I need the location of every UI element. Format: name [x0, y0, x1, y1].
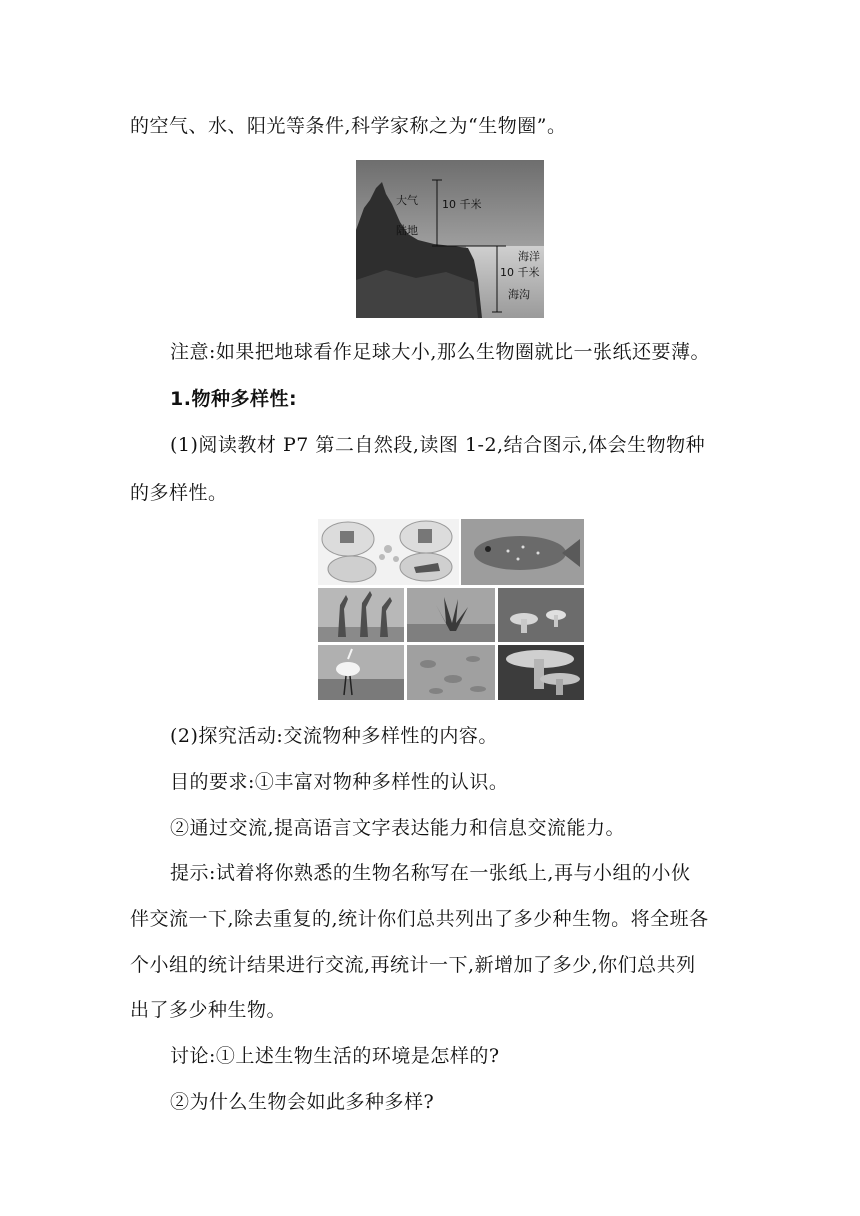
mushrooms-forest-photo	[498, 588, 584, 642]
paragraph-line: 出了多少种生物。	[130, 999, 287, 1021]
paragraph-line: 目的要求:①丰富对物种多样性的认识。	[170, 771, 509, 793]
note-line: 注意:如果把地球看作足球大小,那么生物圈就比一张纸还要薄。	[170, 341, 710, 363]
paragraph-line: (2)探究活动:交流物种多样性的内容。	[170, 725, 498, 747]
label-height: 10 千米	[442, 198, 482, 211]
section-heading: 1.物种多样性:	[170, 388, 298, 410]
species-collage	[318, 519, 584, 700]
paragraph-line: (1)阅读教材 P7 第二自然段,读图 1-2,结合图示,体会生物物种	[170, 434, 706, 456]
cartoon-thought-bubbles-photo	[318, 519, 459, 585]
paragraph-line: ②为什么生物会如此多种多样?	[170, 1091, 435, 1113]
label-atmosphere: 大气	[396, 194, 418, 207]
biosphere-diagram	[356, 160, 544, 318]
large-mushrooms-photo	[498, 645, 584, 700]
biosphere-diagram-svg	[356, 160, 544, 318]
paragraph-line: 提示:试着将你熟悉的生物名称写在一张纸上,再与小组的小伙	[170, 862, 691, 884]
fish-photo	[461, 519, 584, 585]
desert-plant-photo	[407, 588, 495, 642]
label-depth: 10 千米	[500, 266, 540, 279]
paragraph-line: 讨论:①上述生物生活的环境是怎样的?	[170, 1045, 500, 1067]
crane-bird-photo	[318, 645, 404, 700]
label-land: 陆地	[396, 224, 418, 237]
giraffes-photo	[318, 588, 404, 642]
microorganism-photo	[407, 645, 495, 700]
paragraph-line: 伴交流一下,除去重复的,统计你们总共列出了多少种生物。将全班各	[130, 908, 709, 930]
label-trench: 海沟	[508, 288, 530, 301]
paragraph-line: 个小组的统计结果进行交流,再统计一下,新增加了多少,你们总共列	[130, 954, 696, 976]
paragraph-line: 的空气、水、阳光等条件,科学家称之为“生物圈”。	[130, 115, 567, 137]
species-collage-svg	[318, 519, 584, 700]
paragraph-line: ②通过交流,提高语言文字表达能力和信息交流能力。	[170, 817, 626, 839]
paragraph-line: 的多样性。	[130, 482, 228, 504]
label-ocean: 海洋	[518, 250, 540, 263]
